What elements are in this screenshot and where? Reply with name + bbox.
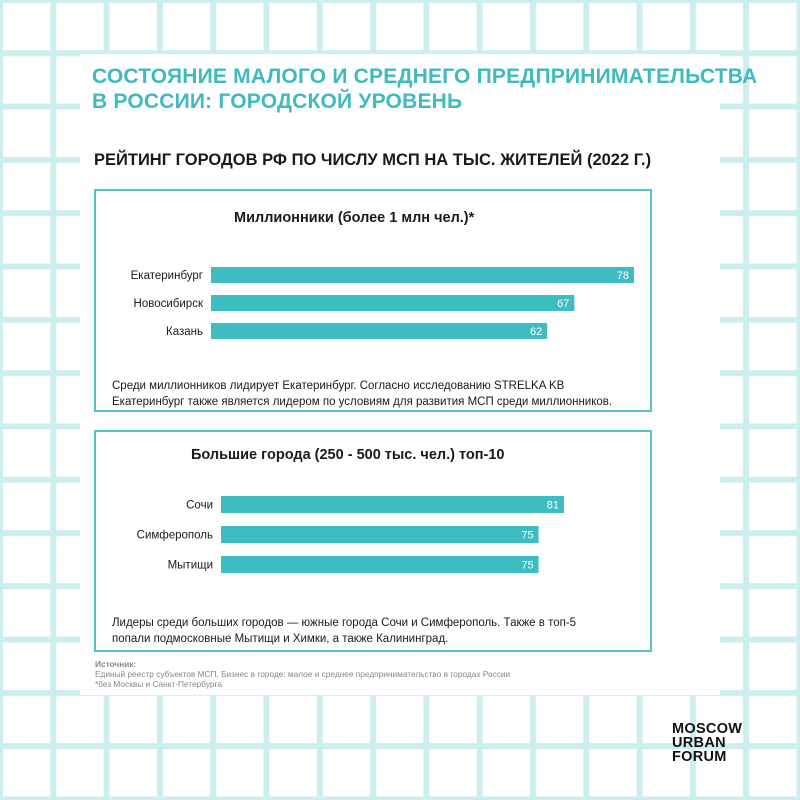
moscow-urban-forum-logo [672,722,742,764]
chart-note-line-1: Лидеры среди больших городов — южные города Сочи и Симферополь. Также в топ-5 [112,617,577,629]
page-subtitle: РЕЙТИНГ ГОРОДОВ РФ ПО ЧИСЛУ МСП НА ТЫС. ЖИТЕЛЕЙ (2022 Г.) [94,151,652,169]
source-line-2: *без Москвы и Санкт-Петербурга [95,679,222,689]
chart-card-millionaires [94,189,652,412]
chart-title: Большие города (250 - 500 тыс. чел.) топ-10 [191,447,505,463]
bar [221,526,539,543]
bar [221,556,539,573]
bar [211,323,547,339]
bar-value-label: 75 [521,529,534,542]
bar [221,496,564,513]
chart-note-line-2: попали подмосковные Мытищи и Химки, а также Калининград. [112,633,449,645]
logo-line-2: URBAN [672,735,726,751]
category-label: Казань [166,326,203,338]
chart-card-large-cities [94,430,652,652]
bar-value-label: 75 [521,559,534,572]
chart-note-line-2: Екатеринбург также является лидером по условиям для развития МСП среди миллионников. [112,396,613,408]
chart-note [112,378,612,410]
page-title [92,64,772,114]
chart-title: Миллионники (более 1 млн чел.)* [234,210,475,226]
source-line-1: Единый реестр субъектов МСП, Бизнес в городе: малое и среднее предпринимательство в городах России [95,669,511,679]
bar-value-label: 81 [546,499,559,512]
page-title-line-1: СОСТОЯНИЕ МАЛОГО И СРЕДНЕГО ПРЕДПРИНИМАТЕЛЬСТВА [92,65,758,88]
category-label: Новосибирск [133,298,203,310]
chart-note [112,615,576,647]
logo-line-1: MOSCOW [672,721,743,737]
source-note [95,659,510,689]
category-label: Сочи [186,499,213,512]
source-label: Источник: [95,659,137,669]
category-label: Екатеринбург [130,270,203,282]
bar [211,295,574,311]
bar [211,267,634,283]
bar-value-label: 78 [616,270,629,282]
logo-line-3: FORUM [672,749,727,765]
bar-value-label: 67 [557,298,570,310]
category-label: Мытищи [167,559,213,572]
page-title-line-2: В РОССИИ: ГОРОДСКОЙ УРОВЕНЬ [92,90,463,113]
bar-value-label: 62 [529,326,543,338]
chart-note-line-1: Среди миллионников лидирует Екатеринбург. Согласно исследованию STRELKA KB [112,380,565,392]
category-label: Симферополь [136,529,213,542]
